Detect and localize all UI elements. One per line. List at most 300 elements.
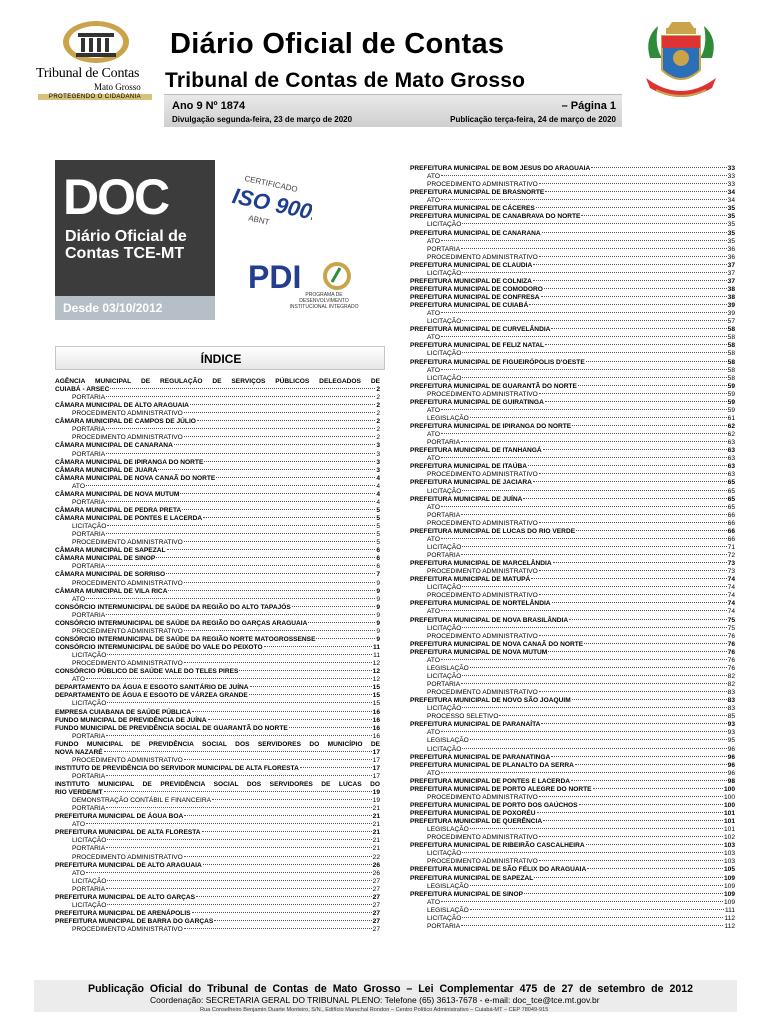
- toc-entry-title: PORTARIA: [427, 552, 461, 559]
- toc-entry-page: 35: [727, 229, 735, 237]
- toc-entry[interactable]: [55, 725, 380, 733]
- toc-entry[interactable]: [55, 894, 380, 902]
- toc-entry[interactable]: [410, 754, 735, 762]
- toc-entry[interactable]: [55, 636, 380, 644]
- toc-entry[interactable]: [410, 818, 735, 826]
- toc-entry[interactable]: [55, 757, 380, 765]
- toc-entry[interactable]: [55, 620, 380, 628]
- toc-entry[interactable]: [410, 246, 735, 254]
- toc-entry-title: LICITAÇÃO: [427, 914, 462, 922]
- toc-entry[interactable]: [410, 471, 735, 479]
- toc-entry[interactable]: [55, 644, 380, 652]
- toc-entry-page: 3: [376, 442, 380, 450]
- toc-leader-dots: [462, 675, 726, 676]
- toc-entry[interactable]: [410, 544, 735, 552]
- toc-leader-dots: [106, 807, 372, 808]
- toc-entry-page: 21: [372, 821, 380, 829]
- toc-entry-page: 63: [727, 455, 735, 463]
- toc-entry[interactable]: [410, 584, 735, 592]
- toc-leader-dots: [208, 719, 372, 720]
- toc-entry[interactable]: [410, 528, 735, 536]
- toc-entry-page: 21: [372, 805, 380, 813]
- toc-entry-title: PROCEDIMENTO ADMINISTRATIVO: [72, 926, 183, 934]
- toc-entry[interactable]: [410, 254, 735, 262]
- toc-leader-dots: [533, 264, 726, 265]
- toc-entry[interactable]: [410, 883, 735, 891]
- toc-entry[interactable]: [55, 717, 380, 725]
- toc-entry[interactable]: [55, 902, 380, 910]
- toc-entry-title: LICITAÇÃO: [72, 901, 107, 909]
- toc-entry[interactable]: [55, 862, 380, 870]
- toc-entry-page: 36: [727, 245, 735, 253]
- toc-entry[interactable]: [410, 673, 735, 681]
- toc-leader-dots: [462, 707, 726, 708]
- toc-leader-dots: [441, 369, 727, 370]
- toc-entry[interactable]: [55, 555, 380, 563]
- toc-entry-page: 65: [727, 479, 735, 487]
- toc-entry-page: 2: [376, 434, 380, 442]
- toc-entry-page: 82: [727, 672, 735, 680]
- toc-entry-page: 76: [727, 640, 735, 648]
- toc-entry-title: PROCEDIMENTO ADMINISTRATIVO: [427, 793, 538, 801]
- toc-entry-title: ATO: [427, 334, 440, 342]
- toc-entry[interactable]: [410, 875, 735, 883]
- toc-leader-dots: [545, 344, 727, 345]
- toc-leader-dots: [545, 191, 726, 192]
- toc-entry[interactable]: [410, 423, 735, 431]
- toc-entry[interactable]: [410, 463, 735, 471]
- toc-entry-title: LEGISLAÇÃO: [427, 414, 469, 422]
- toc-entry[interactable]: [55, 789, 380, 797]
- toc-leader-dots: [249, 694, 372, 695]
- toc-entry-title: LICITAÇÃO: [72, 700, 107, 708]
- toc-entry[interactable]: [410, 826, 735, 834]
- toc-entry[interactable]: [410, 536, 735, 544]
- toc-entry[interactable]: [55, 749, 380, 757]
- toc-entry-page: 37: [727, 261, 735, 269]
- toc-entry[interactable]: [55, 418, 380, 426]
- toc-entry-page: 75: [727, 624, 735, 632]
- toc-entry[interactable]: [55, 378, 380, 386]
- toc-entry-page: 63: [727, 447, 735, 455]
- toc-entry-page: 66: [727, 511, 735, 519]
- toc-entry-title: EMPRESA CUIABANA DE SAÚDE PÚBLICA: [55, 708, 192, 716]
- toc-entry[interactable]: [410, 608, 735, 616]
- toc-entry[interactable]: [410, 407, 735, 415]
- toc-entry[interactable]: [55, 459, 380, 467]
- toc-entry[interactable]: [55, 402, 380, 410]
- toc-leader-dots: [470, 739, 727, 740]
- toc-leader-dots: [528, 465, 727, 466]
- toc-entry[interactable]: [410, 520, 735, 528]
- toc-entry[interactable]: [55, 870, 380, 878]
- toc-entry-page: 62: [727, 423, 735, 430]
- toc-entry[interactable]: [410, 705, 735, 713]
- toc-entry-title: PREFEITURA MUNICIPAL DE ALTO GARÇAS: [55, 893, 196, 901]
- toc-entry[interactable]: [410, 649, 735, 657]
- toc-leader-dots: [86, 678, 372, 679]
- toc-entry-page: 2: [376, 410, 380, 418]
- toc-leader-dots: [552, 602, 727, 603]
- toc-entry[interactable]: [410, 923, 735, 931]
- toc-entry[interactable]: [410, 625, 735, 633]
- toc-entry[interactable]: [55, 813, 380, 821]
- toc-leader-dots: [104, 751, 372, 752]
- toc-entry-page: 33: [727, 165, 735, 172]
- toc-entry[interactable]: [410, 350, 735, 358]
- toc-entry[interactable]: [55, 652, 380, 660]
- toc-entry[interactable]: [410, 391, 735, 399]
- toc-entry-page: 76: [727, 656, 735, 664]
- toc-entry[interactable]: [410, 633, 735, 641]
- toc-entry-page: 9: [376, 579, 380, 587]
- toc-entry[interactable]: [410, 899, 735, 907]
- toc-entry[interactable]: [55, 837, 380, 845]
- toc-entry-page: 109: [723, 898, 735, 906]
- toc-entry-page: 2: [376, 394, 380, 402]
- toc-entry-page: 2: [376, 386, 380, 393]
- toc-entry[interactable]: [410, 479, 735, 487]
- toc-leader-dots: [107, 839, 371, 840]
- toc-entry[interactable]: [55, 394, 380, 402]
- toc-entry-page: 4: [376, 498, 380, 506]
- toc-entry[interactable]: [410, 810, 735, 818]
- toc-entry-title: CÂMARA MUNICIPAL DE PONTES E LACERDA: [55, 515, 203, 522]
- toc-entry-page: 3: [376, 450, 380, 458]
- toc-leader-dots: [545, 401, 727, 402]
- toc-entry[interactable]: [410, 165, 735, 173]
- toc-entry[interactable]: [410, 907, 735, 915]
- toc-entry-title: PORTARIA: [72, 732, 106, 740]
- toc-right-column: [410, 165, 735, 931]
- toc-entry-page: 66: [727, 535, 735, 543]
- toc-entry[interactable]: [55, 499, 380, 507]
- toc-leader-dots: [551, 756, 726, 757]
- toc-entry[interactable]: [55, 612, 380, 620]
- toc-leader-dots: [541, 723, 726, 724]
- toc-entry-title: PROCEDIMENTO ADMINISTRATIVO: [427, 390, 538, 398]
- toc-entry[interactable]: [55, 588, 380, 596]
- toc-leader-dots: [584, 643, 727, 644]
- toc-entry[interactable]: [55, 467, 380, 475]
- toc-entry[interactable]: [55, 507, 380, 515]
- toc-entry-title: ATO: [72, 821, 85, 829]
- toc-entry[interactable]: [55, 709, 380, 717]
- toc-entry[interactable]: [410, 746, 735, 754]
- toc-entry-title: ATO: [427, 310, 440, 318]
- toc-leader-dots: [197, 420, 375, 421]
- toc-entry[interactable]: [55, 845, 380, 853]
- toc-entry-title: PREFEITURA MUNICIPAL DE BOM JESUS DO ARAGUAIA: [410, 165, 591, 172]
- toc-entry[interactable]: [55, 451, 380, 459]
- toc-entry-page: 76: [727, 664, 735, 672]
- toc-entry[interactable]: [410, 205, 735, 213]
- toc-leader-dots: [106, 565, 375, 566]
- toc-entry[interactable]: [410, 431, 735, 439]
- toc-entry[interactable]: [55, 571, 380, 579]
- toc-leader-dots: [542, 232, 727, 233]
- toc-entry-page: 16: [372, 724, 380, 732]
- toc-leader-dots: [106, 888, 372, 889]
- toc-entry-page: 3: [376, 466, 380, 474]
- toc-entry[interactable]: [55, 628, 380, 636]
- toc-entry-page: 35: [727, 213, 735, 221]
- toc-entry[interactable]: [410, 850, 735, 858]
- toc-entry-title: LEGISLAÇÃO: [427, 882, 469, 890]
- toc-entry-title: PROCEDIMENTO ADMINISTRATIVO: [72, 434, 183, 442]
- toc-entry-title: ATO: [427, 406, 440, 414]
- toc-entry[interactable]: [55, 781, 380, 789]
- toc-entry-page: 66: [727, 527, 735, 535]
- toc-entry-page: 36: [727, 253, 735, 261]
- toc-entry[interactable]: [55, 426, 380, 434]
- toc-leader-dots: [470, 417, 727, 418]
- toc-leader-dots: [579, 804, 723, 805]
- toc-entry[interactable]: [410, 657, 735, 665]
- toc-entry[interactable]: [410, 794, 735, 802]
- toc-leader-dots: [536, 207, 727, 208]
- toc-entry[interactable]: [55, 805, 380, 813]
- toc-entry-title: PORTARIA: [72, 426, 106, 434]
- toc-entry[interactable]: [55, 604, 380, 612]
- toc-entry[interactable]: [55, 531, 380, 539]
- toc-entry[interactable]: [410, 310, 735, 318]
- toc-entry[interactable]: [410, 512, 735, 520]
- toc-entry[interactable]: [410, 286, 735, 294]
- toc-leader-dots: [106, 501, 375, 502]
- toc-entry-title: PREFEITURA MUNICIPAL DE COMODORO: [410, 285, 543, 293]
- toc-entry[interactable]: [410, 737, 735, 745]
- toc-entry[interactable]: [55, 491, 380, 499]
- toc-entry-page: 74: [727, 584, 735, 592]
- logo-motto: PROTEGENDO O CIDADANIA: [38, 94, 152, 100]
- toc-leader-dots: [462, 377, 726, 378]
- toc-entry[interactable]: [410, 721, 735, 729]
- toc-entry[interactable]: [55, 797, 380, 805]
- toc-entry[interactable]: [55, 483, 380, 491]
- toc-entry[interactable]: [410, 681, 735, 689]
- toc-entry[interactable]: [410, 504, 735, 512]
- toc-leader-dots: [180, 493, 375, 494]
- toc-entry[interactable]: [410, 270, 735, 278]
- pdi-caption: PROGRAMA DE DESENVOLVIMENTO INSTITUCIONAL INTEGRADO: [289, 292, 359, 310]
- toc-entry[interactable]: [55, 733, 380, 741]
- toc-leader-dots: [441, 312, 727, 313]
- toc-entry[interactable]: [410, 439, 735, 447]
- toc-entry[interactable]: [55, 886, 380, 894]
- toc-entry-title: ATO: [427, 197, 440, 205]
- toc-entry[interactable]: [410, 778, 735, 786]
- toc-entry[interactable]: [410, 221, 735, 229]
- toc-leader-dots: [441, 659, 727, 660]
- toc-leader-dots: [441, 409, 727, 410]
- toc-entry-title: ATO: [72, 595, 85, 603]
- toc-entry[interactable]: [55, 854, 380, 862]
- toc-leader-dots: [441, 175, 727, 176]
- toc-leader-dots: [214, 920, 371, 921]
- toc-entry-title: PREFEITURA MUNICIPAL DE IPIRANGA DO NORTE: [410, 423, 572, 430]
- toc-entry[interactable]: [410, 600, 735, 608]
- iso-label-main: ISO 9001: [230, 183, 312, 227]
- toc-entry-title: ATO: [427, 431, 440, 439]
- toc-entry-page: 9: [376, 619, 380, 627]
- toc-entry-page: 9: [376, 635, 380, 643]
- toc-leader-dots: [575, 764, 727, 765]
- toc-leader-dots: [316, 638, 375, 639]
- toc-entry-title: LICITAÇÃO: [427, 624, 462, 632]
- toc-entry[interactable]: [410, 375, 735, 383]
- toc-leader-dots: [461, 925, 723, 926]
- toc-entry[interactable]: [410, 488, 735, 496]
- toc-entry[interactable]: [55, 926, 380, 934]
- toc-entry-title: PREFEITURA MUNICIPAL DE MATUPÁ: [410, 576, 531, 584]
- toc-entry[interactable]: [410, 770, 735, 778]
- toc-entry[interactable]: [410, 802, 735, 810]
- toc-entry-title: FUNDO MUNICIPAL DE PREVIDÊNCIA SOCIAL DOS SERVIDORES DO MUNICÍPIO DE: [55, 740, 380, 748]
- toc-entry[interactable]: [410, 641, 735, 649]
- toc-entry-title: PREFEITURA MUNICIPAL DE PARANATINGA: [410, 753, 551, 761]
- toc-entry[interactable]: [55, 580, 380, 588]
- toc-entry-page: 17: [372, 748, 380, 756]
- toc-leader-dots: [539, 570, 727, 571]
- toc-entry-title: CONSÓRCIO PÚBLICO DE SAÚDE VALE DO TELES PIRES: [55, 668, 239, 676]
- toc-entry-title: PREFEITURA MUNICIPAL DE PORTO ALEGRE DO NORTE: [410, 785, 592, 793]
- toc-entry[interactable]: [410, 697, 735, 705]
- state-crest-icon: [640, 18, 722, 104]
- toc-entry-title: LEGISLAÇÃO: [427, 737, 469, 745]
- toc-entry-title: CONSÓRCIO INTERMUNICIPAL DE SAÚDE DA REGIÃO NORTE MATOGROSSENSE: [55, 635, 316, 643]
- toc-entry[interactable]: [410, 415, 735, 423]
- toc-entry-title: LICITAÇÃO: [427, 584, 462, 592]
- toc-entry[interactable]: [410, 173, 735, 181]
- toc-leader-dots: [182, 509, 375, 510]
- toc-entry-page: 27: [372, 893, 380, 901]
- toc-leader-dots: [539, 473, 727, 474]
- toc-entry-page: 111: [724, 906, 735, 914]
- toc-leader-dots: [239, 670, 371, 671]
- toc-entry-title: PROCEDIMENTO ADMINISTRATIVO: [427, 592, 538, 600]
- toc-entry[interactable]: [55, 700, 380, 708]
- toc-entry[interactable]: [55, 918, 380, 926]
- toc-entry[interactable]: [410, 189, 735, 197]
- toc-entry[interactable]: [55, 523, 380, 531]
- toc-entry[interactable]: [410, 447, 735, 455]
- toc-entry[interactable]: [410, 665, 735, 673]
- toc-entry[interactable]: [55, 660, 380, 668]
- toc-entry[interactable]: [410, 367, 735, 375]
- toc-entry[interactable]: [410, 181, 735, 189]
- toc-leader-dots: [539, 594, 727, 595]
- toc-entry[interactable]: [410, 552, 735, 560]
- toc-entry[interactable]: [410, 326, 735, 334]
- toc-entry-title: ATO: [427, 729, 440, 737]
- toc-entry[interactable]: [410, 383, 735, 391]
- toc-leader-dots: [107, 654, 372, 655]
- pdi-logo: [248, 258, 366, 320]
- toc-entry-title: PREFEITURA MUNICIPAL DE PONTES E LACERDA: [410, 777, 570, 785]
- toc-entry[interactable]: [410, 915, 735, 923]
- toc-entry-title: PORTARIA: [427, 511, 461, 519]
- toc-leader-dots: [529, 304, 726, 305]
- toc-entry-page: 103: [723, 842, 735, 850]
- toc-entry-title: PROCEDIMENTO ADMINISTRATIVO: [427, 834, 538, 842]
- toc-entry-page: 39: [727, 310, 735, 318]
- toc-entry[interactable]: [410, 689, 735, 697]
- toc-entry[interactable]: [410, 278, 735, 286]
- toc-entry[interactable]: [410, 762, 735, 770]
- toc-entry[interactable]: [55, 515, 380, 523]
- toc-entry-page: 7: [376, 571, 380, 579]
- toc-leader-dots: [158, 469, 375, 470]
- toc-leader-dots: [441, 731, 727, 732]
- toc-entry[interactable]: [410, 617, 735, 625]
- toc-entry[interactable]: [410, 230, 735, 238]
- toc-entry-title: LEGISLAÇÃO: [427, 906, 469, 914]
- toc-entry-page: 66: [727, 519, 735, 527]
- toc-entry[interactable]: [410, 262, 735, 270]
- toc-entry[interactable]: [55, 878, 380, 886]
- toc-entry[interactable]: [410, 359, 735, 367]
- toc-entry-title: PORTARIA: [72, 563, 106, 571]
- toc-entry[interactable]: [55, 773, 380, 781]
- toc-leader-dots: [576, 530, 727, 531]
- toc-leader-dots: [104, 791, 372, 792]
- toc-entry-page: 9: [376, 587, 380, 595]
- toc-leader-dots: [166, 573, 375, 574]
- toc-entry[interactable]: [55, 596, 380, 604]
- toc-entry[interactable]: [410, 294, 735, 302]
- toc-entry-page: 103: [723, 858, 735, 866]
- toc-entry-page: 63: [727, 471, 735, 479]
- toc-entry-page: 93: [727, 729, 735, 737]
- toc-entry[interactable]: [410, 399, 735, 407]
- toc-entry[interactable]: [410, 334, 735, 342]
- toc-entry[interactable]: [410, 302, 735, 310]
- toc-entry-title: PORTARIA: [427, 922, 461, 930]
- toc-entry[interactable]: [410, 866, 735, 874]
- toc-entry[interactable]: [55, 910, 380, 918]
- toc-entry-page: 19: [372, 789, 380, 796]
- toc-entry[interactable]: [55, 821, 380, 829]
- toc-leader-dots: [541, 296, 727, 297]
- toc-entry[interactable]: [410, 891, 735, 899]
- edition-number: Ano 9 Nº 1874: [172, 100, 246, 112]
- toc-entry[interactable]: [55, 668, 380, 676]
- toc-entry-page: 59: [727, 406, 735, 414]
- toc-leader-dots: [581, 215, 726, 216]
- toc-entry[interactable]: [410, 560, 735, 568]
- toc-entry-title: LICITAÇÃO: [72, 877, 107, 885]
- index-header: [55, 346, 385, 370]
- toc-entry-title: ATO: [427, 898, 440, 906]
- toc-entry-title: PREFEITURA MUNICIPAL DE CURVELÂNDIA: [410, 326, 551, 334]
- toc-entry[interactable]: [410, 568, 735, 576]
- toc-entry[interactable]: [55, 765, 380, 773]
- toc-entry-title: CÂMARA MUNICIPAL DE PEDRA PRETA: [55, 506, 182, 514]
- toc-entry[interactable]: [55, 741, 380, 749]
- toc-entry-page: 11: [373, 652, 380, 660]
- toc-entry[interactable]: [410, 238, 735, 246]
- toc-entry-page: 5: [376, 515, 380, 522]
- toc-entry[interactable]: [55, 386, 380, 394]
- toc-entry-page: 27: [372, 901, 380, 909]
- doc-banner-subtitle: Diário Oficial de Contas TCE-MT: [65, 228, 187, 262]
- toc-entry[interactable]: [55, 442, 380, 450]
- toc-entry-page: 2: [376, 418, 380, 426]
- toc-entry[interactable]: [55, 475, 380, 483]
- toc-entry[interactable]: [410, 496, 735, 504]
- toc-entry[interactable]: [410, 786, 735, 794]
